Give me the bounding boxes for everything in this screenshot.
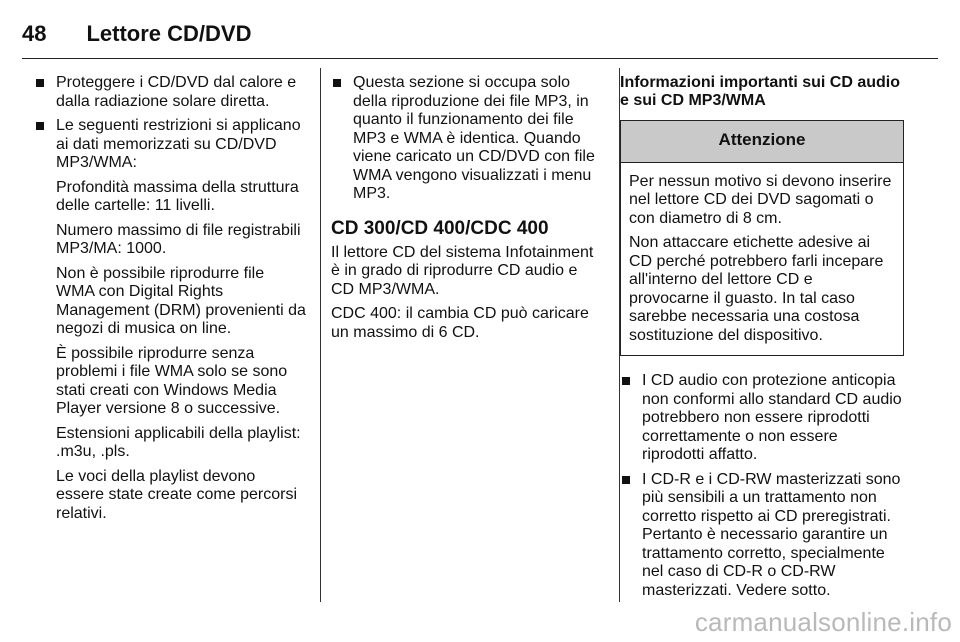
list-item [331,74,603,204]
column-3 [620,74,904,606]
page-number: 48 [22,21,47,46]
list-item [620,372,904,465]
bullet-text: I CD-R e i CD-RW masterizzati sono più sensibili a un trattamento non corretto rispetto ai CD preregistrati. Pertanto è necessario garantire un trattamento corretto, specialmente nel caso di CD-R o CD-RW masterizzati. Vedere sotto. [642,470,901,599]
warning-box-body [621,163,903,356]
paragraph: Numero massimo di file registrabili MP3/MA: 1000. [56,221,301,257]
paragraph: Il lettore CD del sistema Infotainment è in grado di riprodurre CD audio e CD MP3/WMA. [331,243,594,298]
bullet-text: Le seguenti restrizioni si applicano ai dati memorizzati su CD/DVD MP3/WMA: [56,117,301,171]
column-2 [331,74,603,348]
bullet-square-icon [622,476,630,484]
warning-paragraph: Per nessun motivo si devono inserire nel lettore CD dei DVD sagomati o con diametro di 8 cm. [629,172,892,227]
list-item [34,117,306,173]
bullet-text: Proteggere i CD/DVD dal calore e dalla radiazione solare diretta. [56,74,297,110]
warning-box-title: Attenzione [621,121,903,163]
warning-paragraph: Non attaccare etichette adesive ai CD perché potrebbero farli incepare all'interno del lettore CD e provocarne il guasto. In tal caso sarebbe necessaria una costosa sostituzione del dispositivo. [629,234,884,344]
paragraph: È possibile riprodurre senza problemi i file WMA solo se sono stati creati con Windows Media Player versione 8 o successive. [56,344,288,417]
bullet-square-icon [333,79,341,87]
section-title: Informazioni importanti sui CD audio e sui CD MP3/WMA [620,74,900,109]
bullet-text: Questa sezione si occupa solo della riproduzione dei file MP3, in quanto il funzionamento dei file MP3 e WMA è identica. Quando viene caricato un CD/DVD con file WMA vengono visualizzati i menu MP3. [353,74,595,202]
bullet-square-icon [36,122,44,130]
page-title: Lettore CD/DVD [86,21,252,46]
column-divider-1 [320,68,321,602]
warning-box [620,120,904,356]
watermark: carmanualsonline.info [694,607,952,637]
paragraph: Le voci della playlist devono essere state create come percorsi relativi. [56,467,297,522]
header-rule [22,58,938,59]
bullet-square-icon [622,377,630,385]
column-1 [34,74,306,529]
list-item [620,471,904,601]
paragraph: Profondità massima della struttura delle cartelle: 11 livelli. [56,178,299,214]
page-header [22,14,252,54]
bullet-square-icon [36,79,44,87]
section-heading: CD 300/CD 400/CDC 400 [331,217,549,239]
paragraph: Non è possibile riprodurre file WMA con Digital Rights Management (DRM) provenienti da negozi di musica on line. [56,264,306,337]
paragraph: CDC 400: il cambia CD può caricare un massimo di 6 CD. [331,305,589,341]
list-item [34,74,306,111]
paragraph: Estensioni applicabili della playlist: .m3u, .pls. [56,424,301,460]
bullet-text: I CD audio con protezione anticopia non conformi allo standard CD audio potrebbero non essere riprodotti correttamente o non essere riprodotti affatto. [642,372,902,463]
